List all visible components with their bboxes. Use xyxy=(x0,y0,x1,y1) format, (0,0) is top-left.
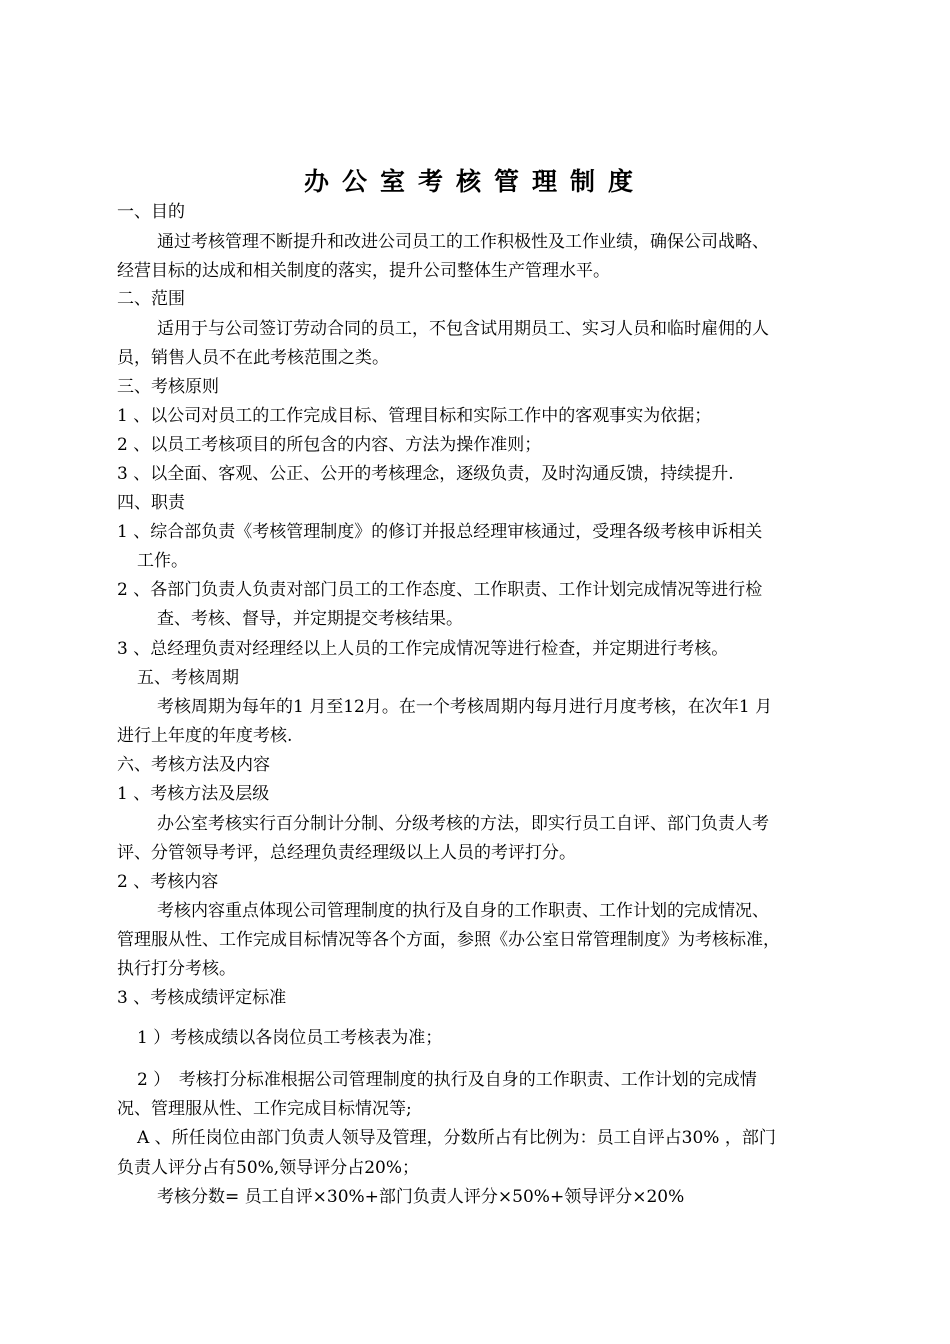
list-item: 3 、总经理负责对经理经以上人员的工作完成情况等进行检查，并定期进行考核。 xyxy=(117,639,729,659)
paragraph-line: 考核内容重点体现公司管理制度的执行及自身的工作职责、工作计划的完成情况、 xyxy=(157,901,769,921)
list-item-continuation: 况、管理服从性、工作完成目标情况等; xyxy=(117,1099,412,1119)
list-item-continuation: 负责人评分占有50%,领导评分占20%； xyxy=(117,1158,419,1178)
list-item: 2 ） 考核打分标准根据公司管理制度的执行及自身的工作职责、工作计划的完成情 xyxy=(137,1070,757,1090)
paragraph-line: 考核周期为每年的1 月至12月。在一个考核周期内每月进行月度考核，在次年1 月 xyxy=(157,697,773,717)
section-heading: 三、考核原则 xyxy=(117,377,219,397)
paragraph-line: 经营目标的达成和相关制度的落实，提升公司整体生产管理水平。 xyxy=(117,261,610,281)
subsection-heading: 1 、考核方法及层级 xyxy=(117,784,270,804)
section-heading: 四、职责 xyxy=(117,493,185,513)
list-item: 3 、以全面、客观、公正、公开的考核理念，逐级负责，及时沟通反馈，持续提升. xyxy=(117,464,734,484)
list-item: 1 、以公司对员工的工作完成目标、管理目标和实际工作中的客观事实为依据； xyxy=(117,406,712,426)
section-heading: 六、考核方法及内容 xyxy=(117,755,270,775)
list-item: 2 、以员工考核项目的所包含的内容、方法为操作准则； xyxy=(117,435,542,455)
formula-line: 考核分数= 员工自评×30%+部门负责人评分×50%+领导评分×20% xyxy=(157,1187,685,1207)
paragraph-line: 通过考核管理不断提升和改进公司员工的工作积极性及工作业绩，确保公司战略、 xyxy=(157,232,769,252)
list-item: 2 、各部门负责人负责对部门员工的工作态度、工作职责、工作计划完成情况等进行检 xyxy=(117,580,763,600)
section-heading: 五、考核周期 xyxy=(137,668,239,688)
paragraph-line: 办公室考核实行百分制计分制、分级考核的方法，即实行员工自评、部门负责人考 xyxy=(157,814,769,834)
paragraph-line: 适用于与公司签订劳动合同的员工，不包含试用期员工、实习人员和临时雇佣的人 xyxy=(157,319,769,339)
list-item: A 、所任岗位由部门负责人领导及管理，分数所占有比例为：员工自评占30% ，部门 xyxy=(137,1128,776,1148)
document-title: 办公室考核管理制度 xyxy=(303,167,646,196)
paragraph-line: 进行上年度的年度考核. xyxy=(117,726,293,746)
paragraph-line: 管理服从性、工作完成目标情况等各个方面，参照《办公室日常管理制度》为考核标准， xyxy=(117,930,780,950)
list-item: 1 、综合部负责《考核管理制度》的修订并报总经理审核通过，受理各级考核申诉相关 xyxy=(117,522,763,542)
subsection-heading: 3 、考核成绩评定标准 xyxy=(117,988,287,1008)
section-heading: 二、范围 xyxy=(117,289,185,309)
list-item-continuation: 查、考核、督导，并定期提交考核结果。 xyxy=(157,609,463,629)
list-item: 1 ）考核成绩以各岗位员工考核表为准； xyxy=(137,1028,443,1048)
subsection-heading: 2 、考核内容 xyxy=(117,872,219,892)
paragraph-line: 员，销售人员不在此考核范围之类。 xyxy=(117,348,389,368)
paragraph-line: 评、分管领导考评，总经理负责经理级以上人员的考评打分。 xyxy=(117,843,576,863)
list-item-continuation: 工作。 xyxy=(137,551,188,571)
paragraph-line: 执行打分考核。 xyxy=(117,959,236,979)
section-heading: 一、目的 xyxy=(117,202,185,222)
